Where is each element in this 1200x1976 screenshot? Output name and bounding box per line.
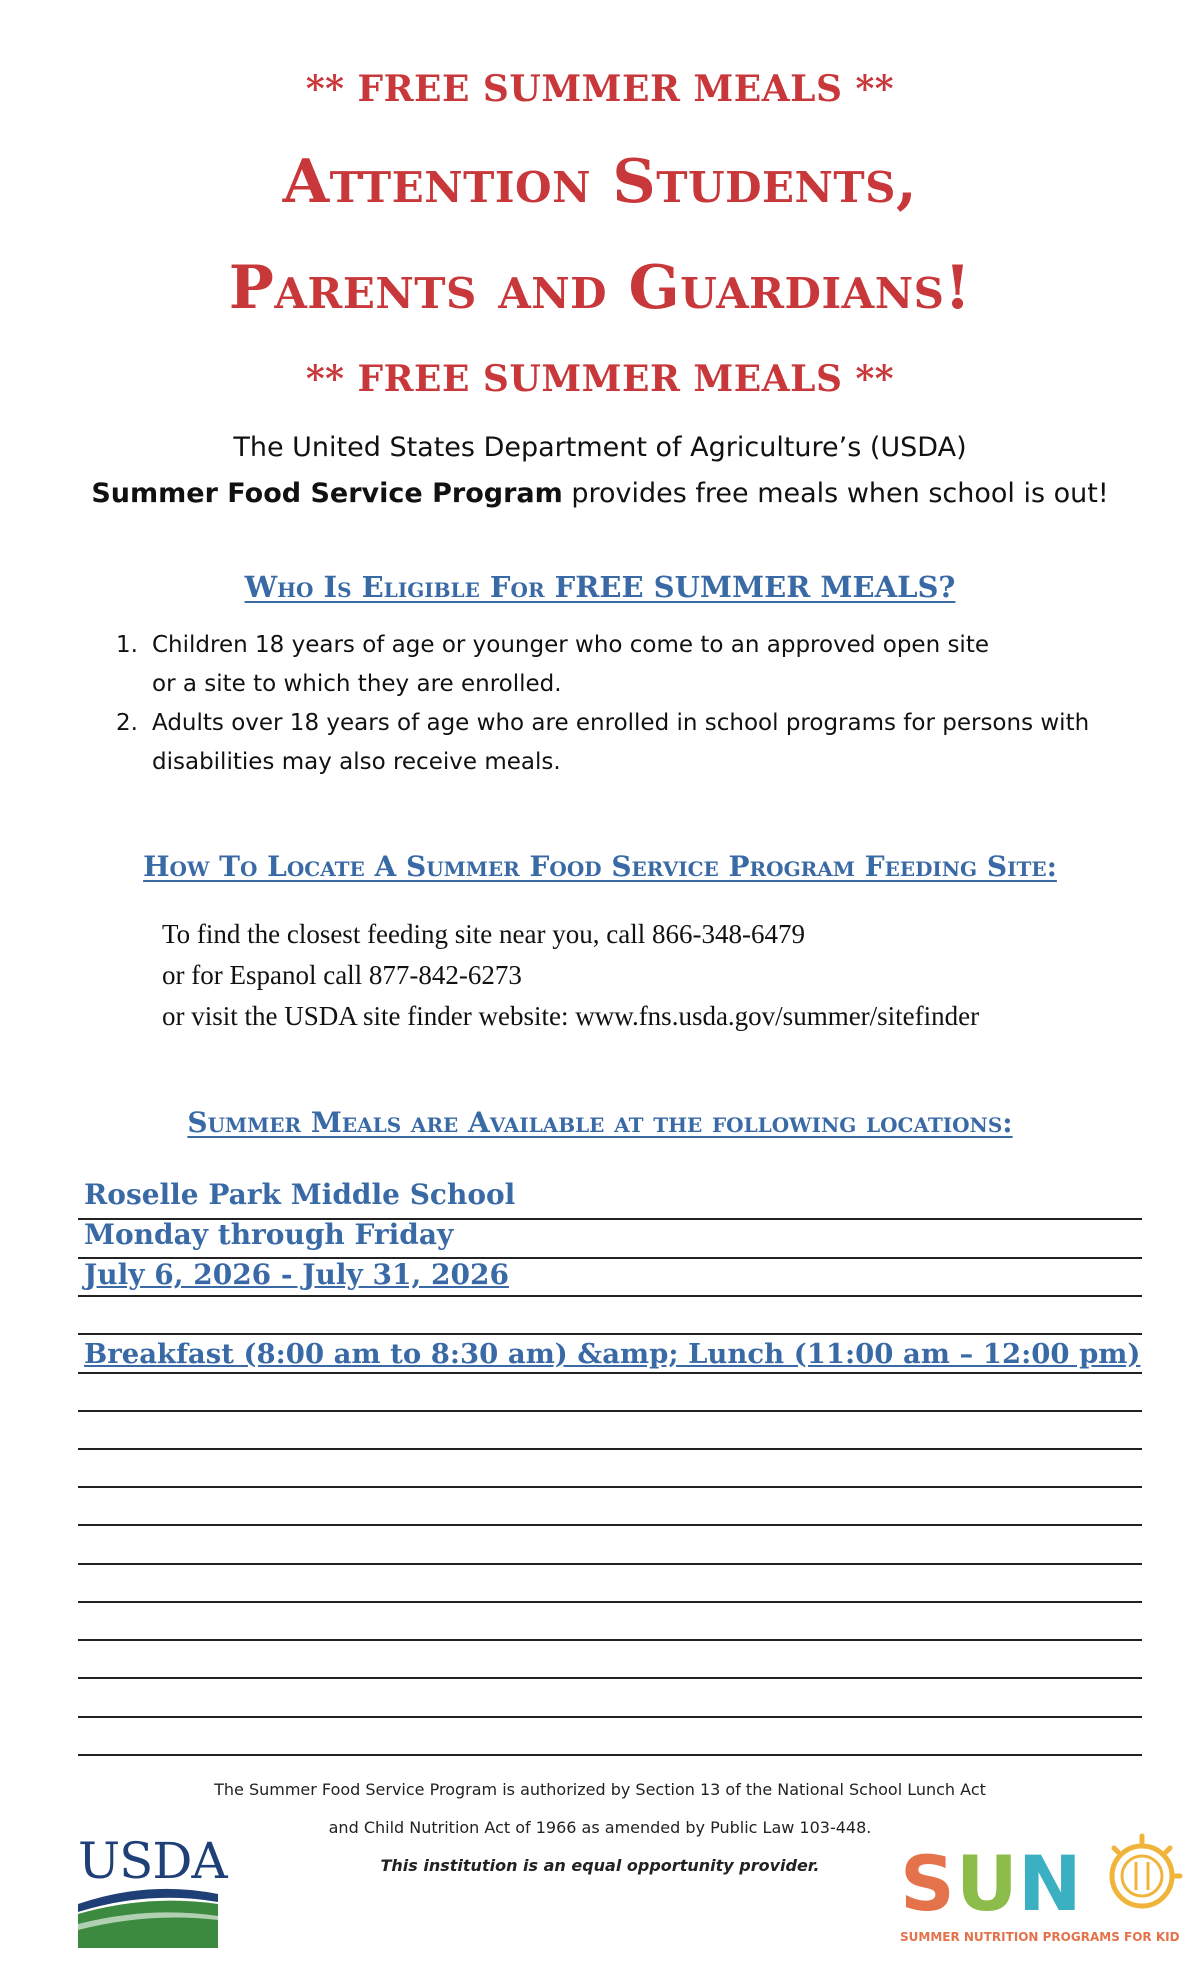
- location-dates: July 6, 2026 - July 31, 2026: [84, 1258, 509, 1291]
- form-line: [78, 1448, 1142, 1450]
- form-line: [78, 1677, 1142, 1679]
- list-item: [116, 626, 1136, 704]
- sun-logo-art: [900, 1832, 1185, 1924]
- footer-authority-line2: and Child Nutrition Act of 1966 as amended by Public Law 103-448.: [328, 1818, 872, 1837]
- free-meals-banner-top: ** FREE SUMMER MEALS **: [305, 68, 895, 110]
- form-line: [78, 1601, 1142, 1603]
- list-item-line: or a site to which they are enrolled.: [152, 671, 562, 697]
- equal-opportunity-statement: This institution is an equal opportunity provider.: [380, 1856, 820, 1875]
- program-name: Summer Food Service Program: [91, 478, 563, 509]
- intro-line1: The United States Department of Agriculture’s (USDA): [233, 432, 967, 463]
- eligibility-heading: Who Is Eligible For FREE SUMMER MEALS?: [244, 570, 956, 604]
- sun-logo: [900, 1832, 1185, 1952]
- intro-line2: [0, 480, 1200, 507]
- attention-title-line2: Parents and Guardians!: [228, 253, 972, 323]
- form-line: [78, 1333, 1142, 1335]
- list-item-number: 1.: [116, 632, 138, 658]
- sun-plate-icon: [1112, 1836, 1180, 1906]
- location-site-name: Roselle Park Middle School: [84, 1178, 516, 1211]
- intro-line2-rest: provides free meals when school is out!: [562, 478, 1109, 509]
- svg-text:N: N: [1018, 1839, 1082, 1924]
- form-line: [78, 1563, 1142, 1565]
- form-line: [78, 1486, 1142, 1488]
- locate-instructions: [162, 914, 1162, 1037]
- list-item-line: disabilities may also receive meals.: [152, 749, 561, 775]
- locate-heading: How To Locate A Summer Food Service Program Feeding Site:: [143, 850, 1057, 883]
- usda-logo-text: USDA: [78, 1832, 227, 1890]
- form-line: [78, 1257, 1142, 1259]
- form-line: [78, 1218, 1142, 1220]
- list-item-number: 2.: [116, 710, 138, 736]
- list-item-line: Adults over 18 years of age who are enrolled in school programs for persons with: [152, 710, 1090, 736]
- eligibility-list: [116, 626, 1136, 782]
- form-line: [78, 1295, 1142, 1297]
- list-item-line: Children 18 years of age or younger who come to an approved open site: [152, 632, 989, 658]
- svg-text:U: U: [956, 1839, 1018, 1924]
- sun-logo-tagline: SUMMER NUTRITION PROGRAMS FOR KID: [900, 1930, 1180, 1944]
- form-line: [78, 1716, 1142, 1718]
- form-line: [78, 1754, 1142, 1756]
- form-line: [78, 1639, 1142, 1641]
- form-line: [78, 1524, 1142, 1526]
- usda-logo: [78, 1832, 227, 1948]
- usda-logo-fields: [78, 1886, 218, 1948]
- locate-phone-line: To find the closest feeding site near you, call 866-348-6479: [162, 919, 805, 949]
- locations-heading: Summer Meals are Available at the following locations:: [187, 1106, 1013, 1139]
- locate-espanol-line: or for Espanol call 877-842-6273: [162, 960, 522, 990]
- locate-website-line: or visit the USDA site finder website: www.fns.usda.gov/summer/sitefinder: [162, 1001, 980, 1031]
- svg-text:S: S: [900, 1839, 955, 1924]
- list-item: [116, 704, 1136, 782]
- form-line: [78, 1410, 1142, 1412]
- attention-title-line1: Attention Students,: [282, 147, 918, 217]
- form-line: [78, 1372, 1142, 1374]
- location-days: Monday through Friday: [84, 1218, 454, 1251]
- location-meal-times: Breakfast (8:00 am to 8:30 am) &amp; Lunch (11:00 am – 12:00 pm): [84, 1338, 1141, 1370]
- free-meals-banner-bottom: ** FREE SUMMER MEALS **: [305, 358, 895, 400]
- footer-authority-line1: The Summer Food Service Program is authorized by Section 13 of the National School Lunch Act: [214, 1780, 986, 1799]
